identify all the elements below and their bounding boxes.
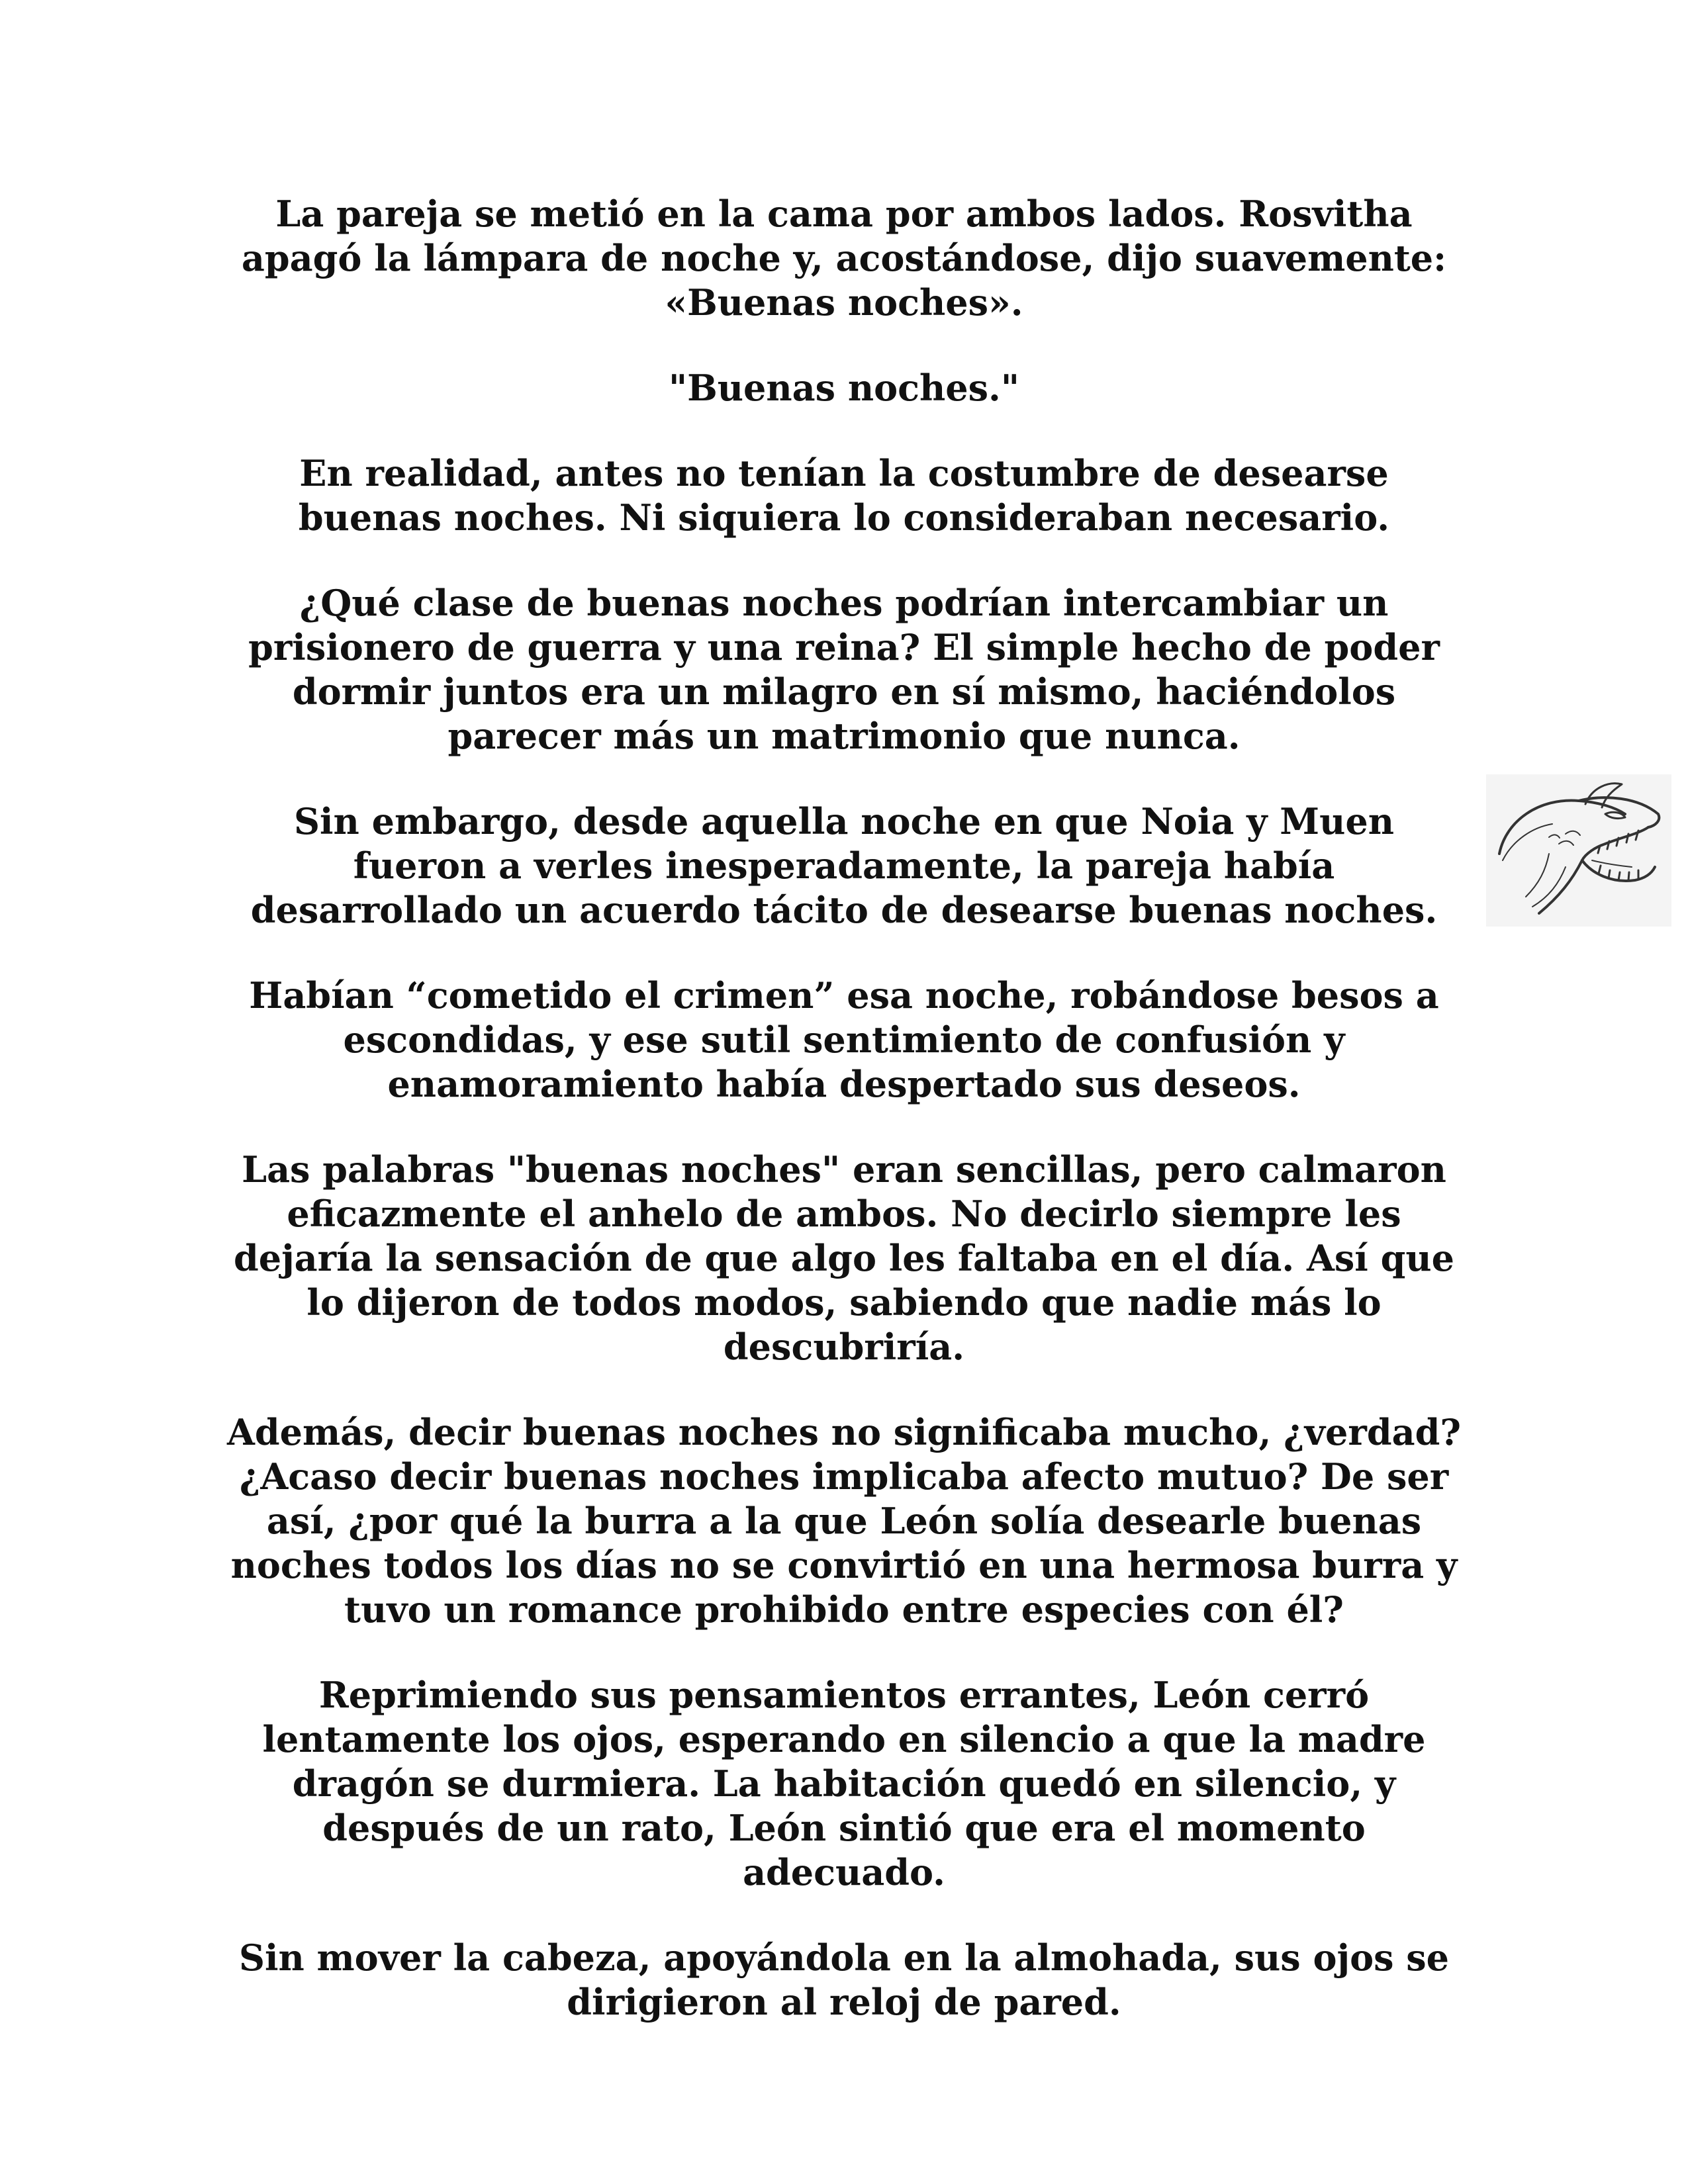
paragraph-4: ¿Qué clase de buenas noches podrían intercambiar un prisionero de guerra y una reina? El simple hecho de poder dormir juntos era un milagro en sí mismo, haciéndolos parecer más un matrimonio que nunca. [248,582,1440,757]
paragraph-8: Además, decir buenas noches no significaba mucho, ¿verdad? ¿Acaso decir buenas noches implicaba afecto mutuo? De ser así, ¿por qué la burra a la que León solía desearle buenas noches todos los días no se convirtió en una hermosa burra y tuvo un romance prohibido entre especies con él? [226,1411,1462,1631]
paragraph-5: Sin embargo, desde aquella noche en que Noia y Muen fueron a verles inesperadamente, la pareja había desarrollado un acuerdo tácito de desearse buenas noches. [250,800,1438,931]
paragraph-2: "Buenas noches." [669,367,1019,409]
paragraph-3: En realidad, antes no tenían la costumbre de desearse buenas noches. Ni siquiera lo consideraban necesario. [298,452,1390,539]
paragraph-7: Las palabras "buenas noches" eran sencillas, pero calmaron eficazmente el anhelo de ambos. No decirlo siempre les dejaría la sensación de que algo les faltaba en el día. Así que lo dijeron de todos modos, sabiendo que nadie más lo descubriría. [234,1148,1454,1368]
paragraph-10: Sin mover la cabeza, apoyándola en la almohada, sus ojos se dirigieron al reloj de pared. [238,1936,1450,2023]
paragraph-6: Habían “cometido el crimen” esa noche, robándose besos a escondidas, y ese sutil sentimiento de confusión y enamoramiento había despertado sus deseos. [249,974,1439,1105]
paragraph-9: Reprimiendo sus pensamientos errantes, León cerró lentamente los ojos, esperando en silencio a que la madre dragón se durmiera. La habitación quedó en silencio, y después de un rato, León sintió que era el momento adecuado. [262,1674,1426,1893]
dragon-head-sketch-icon [1486,774,1671,927]
story-text [225,192,1463,2066]
paragraph-1: La pareja se metió en la cama por ambos lados. Rosvitha apagó la lámpara de noche y, acostándose, dijo suavemente: «Buenas noches». [241,193,1447,324]
